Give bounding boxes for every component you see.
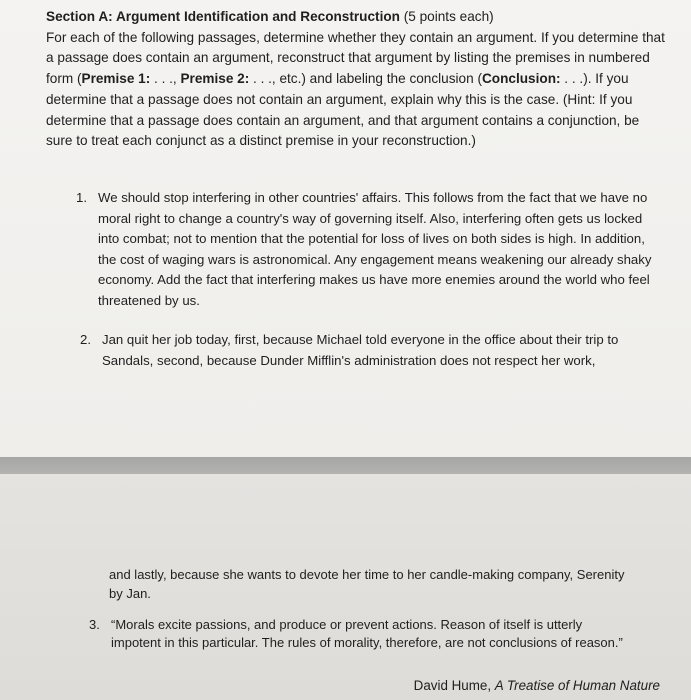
list-item-2-continuation: and lastly, because she wants to devote her time to her candle-making company, Serenity by Jan. [109, 567, 625, 601]
item-text: We should stop interfering in other countries' affairs. This follows from the fact that we have no moral right to change a country's way of governing itself. Also, interfering often gets us locked into combat; not to mention that the potential for loss of lives on both sides is high. In addition, the cost of waging wars is astronomical. Any engagement means weakening our already shaky economy. Add the fact that interfering makes us have more enemies around the world who feel threatened by us. [98, 190, 652, 308]
quote-attribution [380, 678, 660, 693]
list-item-2 [80, 330, 670, 371]
section-heading: Section A: Argument Identification and Reconstruction [46, 9, 400, 24]
instructions-text-2: . . ., [150, 71, 181, 87]
item-quote: “Morals excite passions, and produce or prevent actions. Reason of itself is utterly impotent in this particular. The rules of morality, therefore, are not conclusions of reason.” [111, 617, 623, 650]
attribution-author: David Hume, [413, 678, 495, 693]
list-item-1 [76, 188, 666, 311]
instructions-text-3: . . ., etc.) and labeling the conclusion ( [249, 71, 482, 87]
premise-2-label: Premise 2: [180, 71, 250, 87]
section-instructions [46, 7, 666, 152]
section-points: (5 points each) [399, 9, 494, 24]
instructions-text-1: For each of the following passages, determine whether they contain an argument. If you determine that a passage does contain an argument, reconstruct that argument by listing the premises in numbered form ( [46, 29, 665, 87]
page-divider [0, 457, 691, 474]
list-item-3 [89, 616, 629, 652]
item-number: 3. [89, 617, 100, 632]
instructions-text-4: . . .). If you determine that a passage does not contain an argument, explain why this is the case. (Hint: If you determine that a passage does contain an argument, and that argument contains a conjunction, be sure to treat each conjunct as a distinct premise in your reconstruction.) [46, 71, 640, 149]
conclusion-label: Conclusion: [481, 71, 561, 87]
premise-1-label: Premise 1: [81, 71, 151, 87]
item-text: Jan quit her job today, first, because Michael told everyone in the office about their trip to Sandals, second, because Dunder Mifflin's administration does not respect her work, [102, 332, 619, 368]
item-number: 1. [76, 190, 87, 205]
attribution-work: A Treatise of Human Nature [494, 678, 660, 693]
item-number: 2. [80, 332, 91, 347]
